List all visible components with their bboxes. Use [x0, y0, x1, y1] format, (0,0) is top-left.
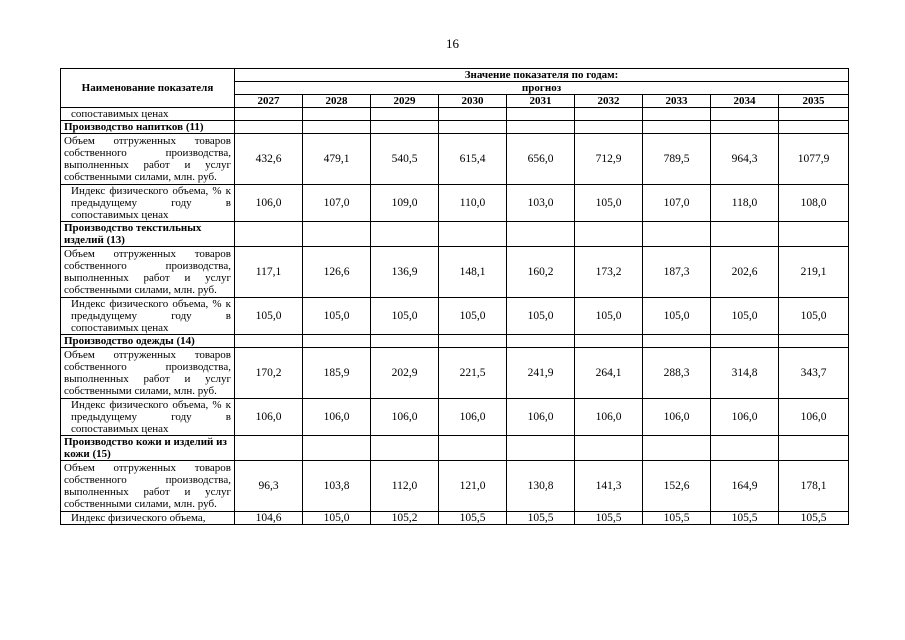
indicator-label: Индекс физического объема, % к предыдущему году в сопоставимых ценах [61, 298, 235, 335]
value-cell: 106,0 [303, 399, 371, 436]
value-cell: 105,0 [303, 512, 371, 525]
value-cell: 105,0 [575, 298, 643, 335]
value-cell [643, 121, 711, 134]
year-header: 2029 [371, 95, 439, 108]
section-title: Производство текстильных изделий (13) [61, 222, 235, 247]
value-cell: 432,6 [235, 134, 303, 185]
indicators-table [60, 68, 849, 525]
value-cell: 106,0 [779, 399, 849, 436]
value-cell [439, 108, 507, 121]
table-row [61, 222, 849, 247]
table-row [61, 185, 849, 222]
value-cell [779, 108, 849, 121]
indicator-label: Индекс физического объема, [61, 512, 235, 525]
value-cell: 105,5 [507, 512, 575, 525]
value-cell: 221,5 [439, 348, 507, 399]
value-cell: 712,9 [575, 134, 643, 185]
value-cell: 202,9 [371, 348, 439, 399]
value-cell [507, 108, 575, 121]
value-cell: 105,0 [371, 298, 439, 335]
value-cell: 106,0 [643, 399, 711, 436]
value-cell: 112,0 [371, 461, 439, 512]
table-body [61, 108, 849, 525]
value-cell [235, 121, 303, 134]
value-cell [779, 222, 849, 247]
value-cell: 170,2 [235, 348, 303, 399]
table-row [61, 247, 849, 298]
table-row [61, 436, 849, 461]
value-cell: 109,0 [371, 185, 439, 222]
value-cell [371, 222, 439, 247]
indicator-label: сопоставимых ценах [61, 108, 235, 121]
value-cell: 105,0 [303, 298, 371, 335]
value-cell: 314,8 [711, 348, 779, 399]
value-cell: 105,0 [439, 298, 507, 335]
value-cell [371, 121, 439, 134]
value-cell [439, 436, 507, 461]
value-cell: 118,0 [711, 185, 779, 222]
value-cell: 106,0 [235, 185, 303, 222]
table-row [61, 335, 849, 348]
value-cell [643, 436, 711, 461]
value-cell [575, 335, 643, 348]
value-cell: 103,0 [507, 185, 575, 222]
value-cell: 117,1 [235, 247, 303, 298]
value-cell: 103,8 [303, 461, 371, 512]
value-cell: 540,5 [371, 134, 439, 185]
value-cell: 106,0 [439, 399, 507, 436]
indicator-label: Объем отгруженных товаров собственного производства, выполненных работ и услуг собственными силами, млн. руб. [61, 348, 235, 399]
value-cell [303, 121, 371, 134]
table-row [61, 399, 849, 436]
year-header: 2031 [507, 95, 575, 108]
year-header: 2035 [779, 95, 849, 108]
value-cell: 105,5 [643, 512, 711, 525]
value-cell: 106,0 [575, 399, 643, 436]
indicator-label: Индекс физического объема, % к предыдущему году в сопоставимых ценах [61, 399, 235, 436]
value-cell: 105,5 [575, 512, 643, 525]
section-title: Производство одежды (14) [61, 335, 235, 348]
value-cell [507, 222, 575, 247]
value-cell: 105,0 [575, 185, 643, 222]
value-cell [303, 436, 371, 461]
value-cell: 105,5 [711, 512, 779, 525]
year-header: 2030 [439, 95, 507, 108]
value-cell: 126,6 [303, 247, 371, 298]
value-cell: 105,2 [371, 512, 439, 525]
value-cell: 264,1 [575, 348, 643, 399]
value-cell: 105,5 [439, 512, 507, 525]
value-cell: 187,3 [643, 247, 711, 298]
forecast-header: прогноз [235, 82, 849, 95]
value-cell: 107,0 [643, 185, 711, 222]
value-cell [371, 335, 439, 348]
value-cell: 141,3 [575, 461, 643, 512]
table-row [61, 121, 849, 134]
year-header: 2033 [643, 95, 711, 108]
table-row [61, 108, 849, 121]
value-cell: 121,0 [439, 461, 507, 512]
value-cell [303, 222, 371, 247]
value-cell [235, 108, 303, 121]
value-cell: 105,0 [779, 298, 849, 335]
table-row [61, 134, 849, 185]
value-cell: 615,4 [439, 134, 507, 185]
value-cell: 343,7 [779, 348, 849, 399]
page-number: 16 [446, 36, 459, 51]
value-cell [711, 108, 779, 121]
value-cell [371, 436, 439, 461]
value-cell [235, 335, 303, 348]
year-header: 2032 [575, 95, 643, 108]
value-cell [575, 108, 643, 121]
year-header: 2028 [303, 95, 371, 108]
value-cell [575, 121, 643, 134]
value-cell [779, 436, 849, 461]
value-cell: 160,2 [507, 247, 575, 298]
value-cell [235, 436, 303, 461]
value-cell: 656,0 [507, 134, 575, 185]
value-cell [507, 335, 575, 348]
value-cell: 105,5 [779, 512, 849, 525]
value-cell: 789,5 [643, 134, 711, 185]
indicator-label: Объем отгруженных товаров собственного производства, выполненных работ и услуг собственными силами, млн. руб. [61, 134, 235, 185]
indicator-label: Объем отгруженных товаров собственного производства, выполненных работ и услуг собственными силами, млн. руб. [61, 461, 235, 512]
value-cell: 964,3 [711, 134, 779, 185]
value-cell [507, 436, 575, 461]
value-cell [303, 108, 371, 121]
value-cell [711, 436, 779, 461]
value-cell [439, 121, 507, 134]
value-cell: 105,0 [711, 298, 779, 335]
value-cell: 219,1 [779, 247, 849, 298]
value-cell [643, 108, 711, 121]
table-row [61, 461, 849, 512]
value-cell [711, 222, 779, 247]
value-cell [371, 108, 439, 121]
value-cell [711, 335, 779, 348]
value-cell [439, 335, 507, 348]
value-cell: 130,8 [507, 461, 575, 512]
year-header: 2034 [711, 95, 779, 108]
value-cell [303, 335, 371, 348]
value-cell: 1077,9 [779, 134, 849, 185]
value-cell: 106,0 [235, 399, 303, 436]
value-cell [643, 222, 711, 247]
value-cell: 108,0 [779, 185, 849, 222]
value-cell: 173,2 [575, 247, 643, 298]
table-row [61, 512, 849, 525]
value-cell: 105,0 [507, 298, 575, 335]
value-cell [575, 222, 643, 247]
value-cell: 104,6 [235, 512, 303, 525]
indicator-label: Индекс физического объема, % к предыдущему году в сопоставимых ценах [61, 185, 235, 222]
value-cell: 105,0 [235, 298, 303, 335]
value-cell: 105,0 [643, 298, 711, 335]
value-cell [235, 222, 303, 247]
table-row [61, 298, 849, 335]
value-cell: 106,0 [711, 399, 779, 436]
value-cell: 96,3 [235, 461, 303, 512]
section-title: Производство напитков (11) [61, 121, 235, 134]
value-cell: 479,1 [303, 134, 371, 185]
value-cell: 106,0 [507, 399, 575, 436]
values-by-year-header: Значение показателя по годам: [235, 69, 849, 82]
value-cell [643, 335, 711, 348]
value-cell [779, 121, 849, 134]
value-cell: 288,3 [643, 348, 711, 399]
table-row [61, 348, 849, 399]
value-cell: 202,6 [711, 247, 779, 298]
value-cell: 185,9 [303, 348, 371, 399]
section-title: Производство кожи и изделий из кожи (15) [61, 436, 235, 461]
value-cell: 136,9 [371, 247, 439, 298]
value-cell: 178,1 [779, 461, 849, 512]
value-cell [575, 436, 643, 461]
value-cell: 107,0 [303, 185, 371, 222]
value-cell [439, 222, 507, 247]
value-cell: 164,9 [711, 461, 779, 512]
value-cell: 152,6 [643, 461, 711, 512]
value-cell: 148,1 [439, 247, 507, 298]
indicator-label: Объем отгруженных товаров собственного производства, выполненных работ и услуг собственными силами, млн. руб. [61, 247, 235, 298]
value-cell [507, 121, 575, 134]
value-cell: 106,0 [371, 399, 439, 436]
value-cell [711, 121, 779, 134]
indicator-name-header: Наименование показателя [61, 69, 235, 108]
value-cell: 110,0 [439, 185, 507, 222]
value-cell [779, 335, 849, 348]
value-cell: 241,9 [507, 348, 575, 399]
year-header: 2027 [235, 95, 303, 108]
